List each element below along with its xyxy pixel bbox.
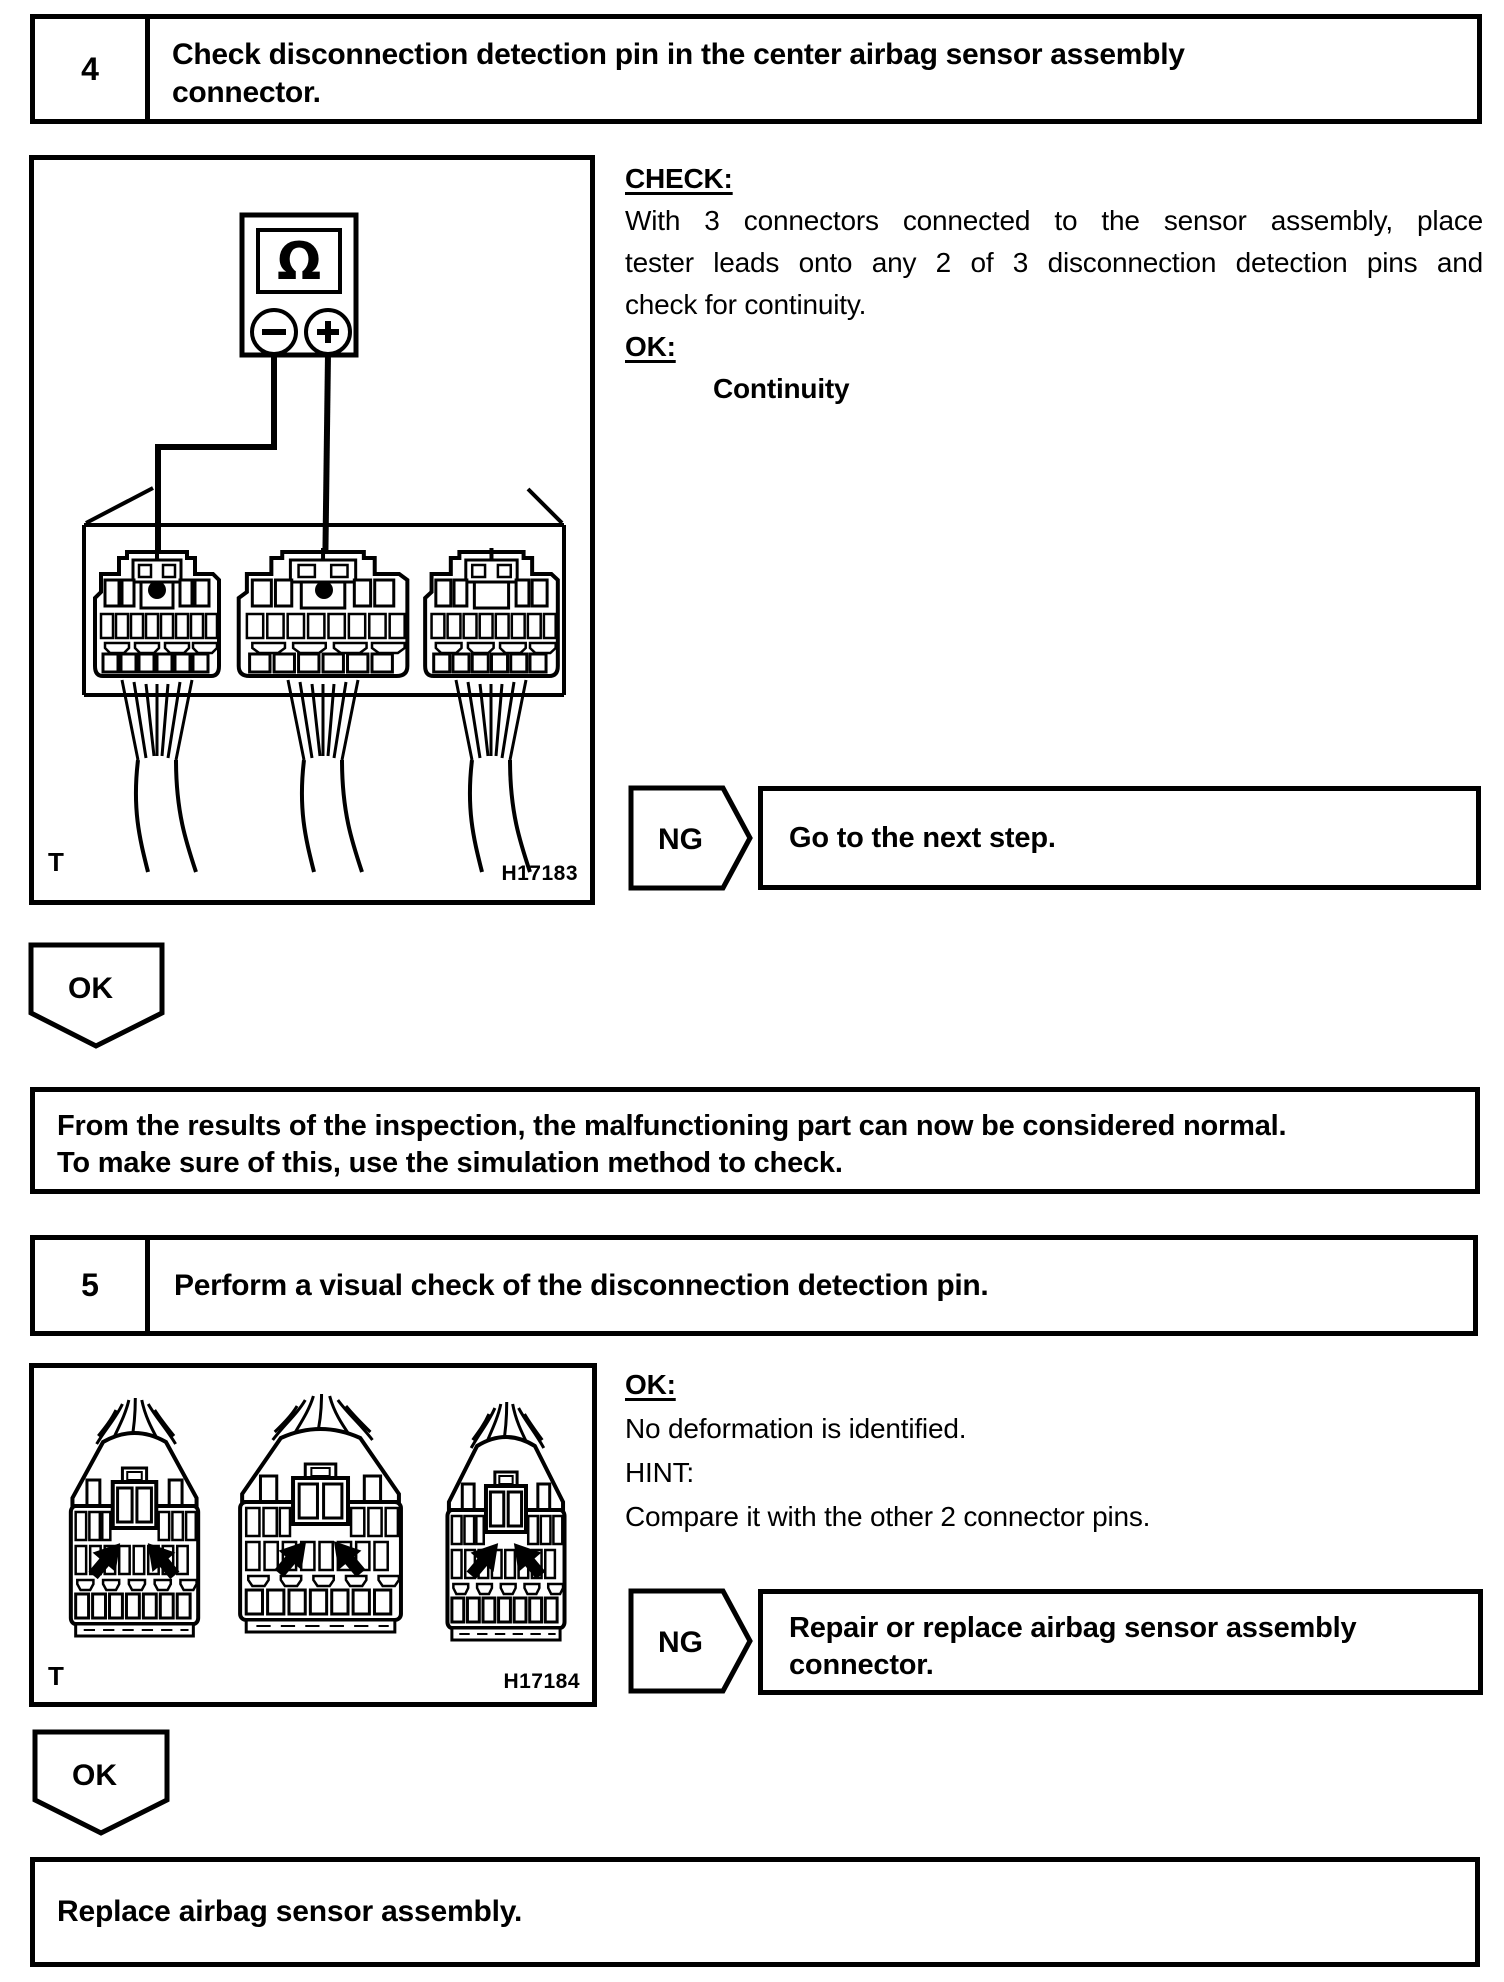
step-4-instructions — [625, 158, 1483, 410]
minus-terminal-icon — [252, 310, 296, 354]
ng-result-box-step4 — [758, 786, 1481, 890]
check-text-line-2: tester leads onto any 2 of 3 disconnection detection pins and — [625, 247, 1483, 278]
figure-id: H17183 — [501, 862, 578, 885]
connector-1 — [95, 548, 219, 676]
step-4-title — [150, 19, 1209, 119]
ng-result-text: Go to the next step. — [789, 821, 1056, 854]
tester-lead-minus — [158, 354, 274, 584]
connector-1 — [71, 1398, 198, 1636]
ng-result-line-1: Repair or replace airbag sensor assembly — [789, 1612, 1357, 1644]
ng-result-line-2: connector. — [789, 1649, 934, 1681]
ok-heading: OK: — [625, 331, 676, 362]
figure-h17183 — [29, 155, 595, 905]
step-5-instructions — [625, 1363, 1485, 1539]
ok-heading: OK: — [625, 1369, 676, 1400]
connector-3 — [447, 1402, 564, 1640]
final-result-text: Replace airbag sensor assembly. — [57, 1895, 523, 1928]
figure-h17184 — [29, 1363, 597, 1707]
tester-lead-plus — [325, 354, 328, 584]
step-5-number: 5 — [35, 1240, 150, 1331]
ok-condition-value: Continuity — [713, 373, 850, 404]
step-4-number: 4 — [35, 19, 150, 119]
ng-label: NG — [658, 823, 703, 856]
check-text-line-3: check for continuity. — [625, 289, 867, 320]
step-4-header — [30, 14, 1482, 124]
final-result-box — [30, 1857, 1480, 1967]
intermediate-result-line-2: To make sure of this, use the simulation method to check. — [57, 1147, 843, 1179]
plus-terminal-icon — [306, 310, 350, 354]
ok-flow-arrow-step4 — [28, 942, 165, 1050]
ng-label: NG — [658, 1626, 703, 1659]
figure-id: H17184 — [503, 1670, 580, 1693]
hint-text: Compare it with the other 2 connector pins. — [625, 1501, 1151, 1532]
ok-condition-text: No deformation is identified. — [625, 1413, 967, 1444]
wire-bundles — [122, 680, 530, 872]
ng-flow-arrow-step4 — [628, 785, 754, 891]
figure-corner-label: T — [48, 847, 64, 877]
ok-flow-arrow-step5 — [32, 1729, 170, 1837]
check-heading: CHECK: — [625, 163, 733, 194]
ok-flow-label: OK — [68, 972, 113, 1005]
intermediate-result-line-1: From the results of the inspection, the malfunctioning part can now be considered normal. — [57, 1110, 1287, 1142]
figure-corner-label: T — [48, 1661, 64, 1691]
ng-flow-arrow-step5 — [628, 1588, 754, 1694]
step-4-title-line-1: Check disconnection detection pin in the center airbag sensor assembly — [172, 38, 1185, 71]
detection-pin-contact-1 — [148, 581, 166, 599]
figure-h17183-drawing — [34, 160, 590, 900]
check-text-line-1: With 3 connectors connected to the sensor assembly, place — [625, 205, 1483, 236]
figure-h17184-drawing — [34, 1368, 592, 1702]
ohm-symbol: Ω — [277, 232, 322, 292]
step-5-title-text: Perform a visual check of the disconnection detection pin. — [174, 1268, 989, 1302]
connector-2 — [239, 548, 408, 676]
ng-result-box-step5 — [758, 1589, 1483, 1695]
step-4-title-line-2: connector. — [172, 76, 321, 109]
hint-heading: HINT: — [625, 1457, 695, 1488]
intermediate-result-box — [30, 1087, 1480, 1194]
step-5-title — [150, 1240, 1012, 1331]
step-5-header — [30, 1235, 1478, 1336]
ok-flow-label: OK — [72, 1759, 117, 1792]
connector-3 — [425, 548, 558, 676]
detection-pin-contact-2 — [315, 581, 333, 599]
connector-2 — [240, 1394, 401, 1632]
